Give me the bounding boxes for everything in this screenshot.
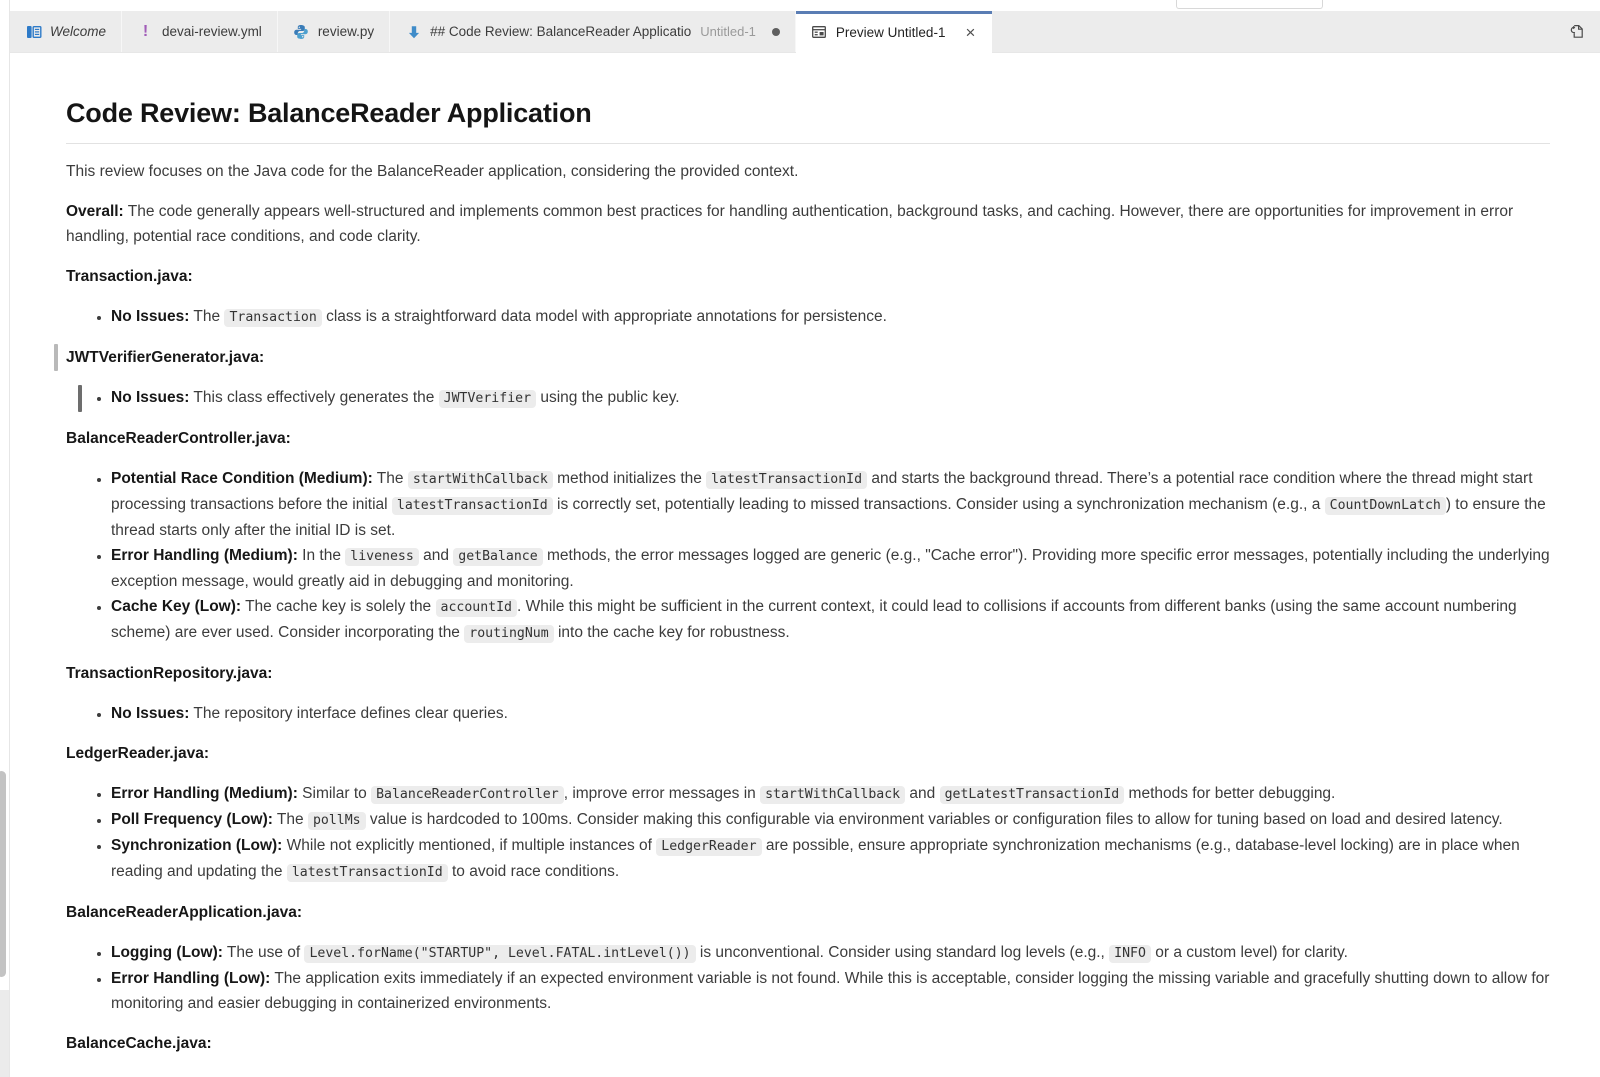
inline-code: Level.forName("STARTUP", Level.FATAL.intLevel()) bbox=[304, 945, 695, 963]
issue-list bbox=[66, 940, 1550, 1016]
inline-code: getBalance bbox=[453, 548, 542, 566]
tab-preview-untitled-1[interactable] bbox=[796, 11, 992, 53]
page-title: Code Review: BalanceReader Application bbox=[66, 96, 1550, 144]
issue-list bbox=[66, 701, 1550, 726]
tab-devai-review-yml[interactable] bbox=[122, 11, 278, 52]
issue-item: • Error Handling (Medium): In the liveness and getBalance methods, the error messages logged are generic (e.g., "Cache error"). Providing more specific error messages, potentially including the underlying exception message, would greatly aid in debugging and monitoring. bbox=[111, 543, 1550, 594]
issue-item: • Logging (Low): The use of Level.forName("STARTUP", Level.FATAL.intLevel()) is unconventional. Consider using standard log levels (e.g., INFO or a custom level) for clarity. bbox=[111, 940, 1550, 966]
preview-icon bbox=[811, 24, 828, 41]
issue-label: No Issues: bbox=[111, 308, 190, 325]
issue-item: • No Issues: The Transaction class is a straightforward data model with appropriate annotations for persistence. bbox=[111, 304, 1550, 330]
tab-label: devai-review.yml bbox=[162, 24, 262, 39]
tab-label: Welcome bbox=[50, 24, 107, 39]
markdown-preview-pane bbox=[10, 52, 1600, 1077]
issue-label: Synchronization (Low): bbox=[111, 837, 283, 854]
section-heading: Transaction.java: bbox=[66, 268, 193, 285]
inline-code: getLatestTransactionId bbox=[940, 786, 1125, 804]
markdown-icon bbox=[405, 23, 422, 40]
tab-label: review.py bbox=[317, 24, 375, 39]
issue-label: Logging (Low): bbox=[111, 944, 223, 961]
inline-code: BalanceReaderController bbox=[371, 786, 564, 804]
inline-code: Transaction bbox=[224, 309, 321, 327]
python-icon bbox=[293, 23, 310, 40]
issue-label: Error Handling (Medium): bbox=[111, 785, 298, 802]
welcome-icon bbox=[25, 23, 42, 40]
tab-code-review-md[interactable] bbox=[390, 11, 796, 52]
issue-item: • Cache Key (Low): The cache key is solely the accountId . While this might be sufficient in the current context, it could lead to collisions if accounts from different banks (using the same account numbering scheme) are ever used. Consider incorporating the routingNum into the cache key for robustness. bbox=[111, 594, 1550, 646]
active-line-marker bbox=[54, 344, 58, 371]
issue-label: Poll Frequency (Low): bbox=[111, 811, 273, 828]
inline-code: INFO bbox=[1109, 945, 1151, 963]
issue-label: Cache Key (Low): bbox=[111, 598, 242, 615]
tab-label: Preview Untitled-1 bbox=[835, 24, 946, 40]
issue-item: • No Issues: This class effectively generates the JWTVerifier using the public key. bbox=[111, 385, 1550, 411]
tab-description: Untitled-1 bbox=[700, 24, 756, 39]
yaml-icon: ! bbox=[142, 22, 149, 40]
section-heading: BalanceCache.java: bbox=[66, 1035, 212, 1052]
section-heading: BalanceReaderController.java: bbox=[66, 430, 291, 447]
section-heading: LedgerReader.java: bbox=[66, 745, 210, 762]
split-editor-icon[interactable] bbox=[1567, 22, 1586, 41]
issue-list bbox=[66, 466, 1550, 646]
editor-tab-bar bbox=[10, 11, 1600, 53]
inline-code: CountDownLatch bbox=[1325, 497, 1446, 515]
inline-code: startWithCallback bbox=[760, 786, 905, 804]
issue-list bbox=[66, 304, 1550, 330]
close-icon[interactable]: × bbox=[965, 22, 976, 42]
issue-label: No Issues: bbox=[111, 705, 190, 722]
tab-review-py[interactable] bbox=[278, 11, 390, 52]
intro-paragraph: This review focuses on the Java code for the BalanceReader application, considering the provided context. bbox=[66, 163, 799, 180]
active-line-marker bbox=[78, 385, 82, 412]
issue-label: No Issues: bbox=[111, 389, 190, 406]
inline-code: latestTransactionId bbox=[706, 471, 867, 489]
issue-list bbox=[66, 781, 1550, 885]
markdown-content bbox=[66, 159, 1550, 1056]
section-heading: JWTVerifierGenerator.java: bbox=[66, 345, 1550, 370]
tooltip-remnant bbox=[1176, 0, 1323, 9]
inline-code: JWTVerifier bbox=[439, 390, 536, 408]
inline-code: liveness bbox=[345, 548, 419, 566]
issue-label: Error Handling (Low): bbox=[111, 970, 271, 987]
section-heading: TransactionRepository.java: bbox=[66, 665, 273, 682]
issue-item: • Error Handling (Medium): Similar to BalanceReaderController , improve error messages in startWithCallback and getLatestTransactionId methods for better debugging. bbox=[111, 781, 1550, 807]
inline-code: accountId bbox=[436, 599, 517, 617]
issue-label: Potential Race Condition (Medium): bbox=[111, 470, 373, 487]
issue-item: • Potential Race Condition (Medium): The startWithCallback method initializes the latestTransactionId and starts the background thread. There’s a potential race condition where the thread might start processing transactions before the initial latestTransactionId is correctly set, potentially leading to missed transactions. Consider using a synchronization mechanism (e.g., a CountDownLatch ) to ensure the thread starts only after the initial ID is set. bbox=[111, 466, 1550, 543]
inline-code: latestTransactionId bbox=[287, 864, 448, 882]
inline-code: latestTransactionId bbox=[392, 497, 553, 515]
issue-item: • Synchronization (Low): While not explicitly mentioned, if multiple instances of LedgerReader are possible, ensure appropriate synchronization mechanisms (e.g., database-level locking) are in place when reading and updating the latestTransactionId to avoid race conditions. bbox=[111, 833, 1550, 885]
issue-item: • Error Handling (Low): The application exits immediately if an expected environment variable is not found. While this is acceptable, consider logging the missing variable and gracefully shutting down to allow for monitoring and easier debugging in containerized environments. bbox=[111, 966, 1550, 1016]
editor-left-rail-bottom bbox=[0, 990, 9, 1077]
inline-code: pollMs bbox=[308, 812, 366, 830]
tab-bar-actions bbox=[992, 11, 1600, 52]
dirty-indicator-icon[interactable] bbox=[772, 28, 780, 36]
section-heading: BalanceReaderApplication.java: bbox=[66, 904, 303, 921]
inline-code: startWithCallback bbox=[408, 471, 553, 489]
tab-welcome[interactable] bbox=[10, 11, 122, 52]
inline-code: routingNum bbox=[464, 625, 553, 643]
issue-list bbox=[66, 385, 1550, 411]
issue-item: • Poll Frequency (Low): The pollMs value is hardcoded to 100ms. Consider making this configurable via environment variables or configuration files to allow for tuning based on load and desired latency. bbox=[111, 807, 1550, 833]
tab-label: ## Code Review: BalanceReader Applicatio bbox=[430, 24, 692, 39]
inline-code: LedgerReader bbox=[656, 838, 761, 856]
vertical-scrollbar[interactable] bbox=[0, 771, 6, 977]
overall-paragraph: Overall: The code generally appears well-structured and implements common best practices for handling authentication, background tasks, and caching. However, there are opportunities for improvement in error handling, potential race conditions, and code clarity. bbox=[66, 203, 1514, 245]
issue-label: Error Handling (Medium): bbox=[111, 547, 298, 564]
issue-item: • No Issues: The repository interface defines clear queries. bbox=[111, 701, 1550, 726]
issue-label: Overall: bbox=[66, 203, 124, 220]
